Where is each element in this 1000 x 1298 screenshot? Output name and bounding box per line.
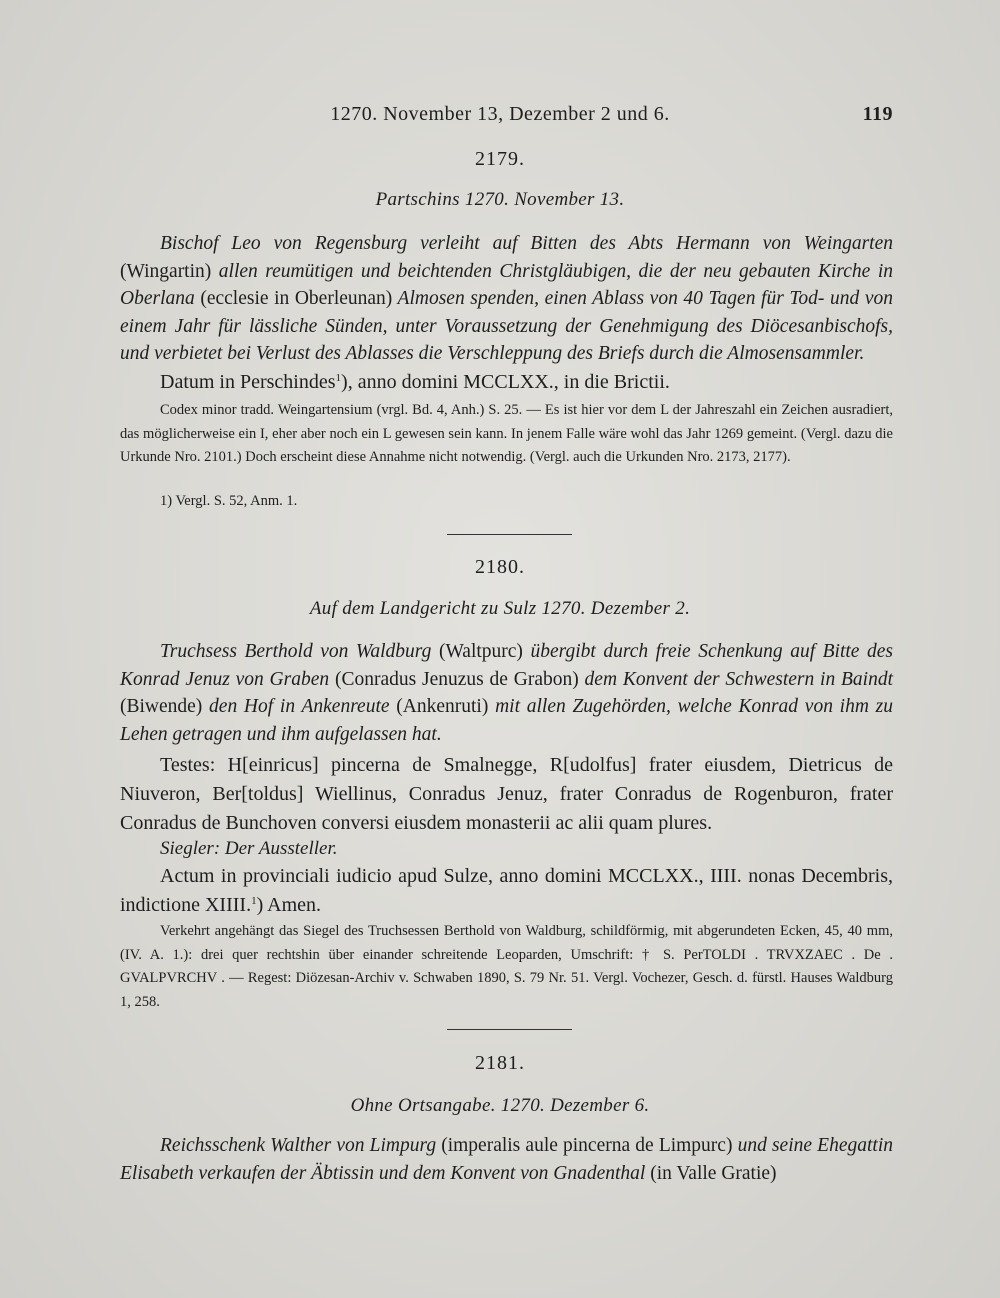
regest-latin-name: (ecclesie in Oberleunan): [200, 288, 393, 309]
dateline-2180: Auf dem Landgericht zu Sulz 1270. Dezember 2.: [309, 598, 691, 619]
regest-text: Bischof Leo von Regensburg verleiht auf Bitten des Abts Hermann von Weingarten: [160, 233, 893, 254]
regest-2179: [120, 230, 893, 368]
datum-text: Datum in Perschindes: [160, 371, 336, 393]
page-number: 119: [862, 103, 893, 125]
regest-latin-name: (Conradus Jenuzus de Grabon): [334, 668, 579, 690]
regest-latin-name: (Biwende): [120, 696, 203, 717]
document-number-2180: 2180.: [475, 556, 525, 578]
datum-line-2179: [120, 368, 893, 397]
regest-2181: [120, 1132, 893, 1187]
document-number-2181: 2181.: [475, 1052, 525, 1074]
regest-2180: [120, 638, 893, 748]
regest-text: Almosen spenden, einen Ablass von 40 Tagen für Tod- und von einem Jahr für lässliche Sünden, unter Voraussetzung der Genehmigung des Diöcesanbischofs, und verbietet bei Verlust des Ablasses die Verschleppung des Briefs durch die Almosensammler.: [120, 288, 893, 364]
separator-rule: [447, 1029, 572, 1030]
actum-text: Actum in provinciali iudicio apud Sulze, anno domini MCCLXX., IIII. nonas Decembris, indictione XIIII.: [120, 865, 893, 916]
regest-text: den Hof in Ankenreute: [202, 696, 397, 717]
actum-2180: [120, 862, 893, 920]
regest-text: dem Konvent der Schwestern in Baindt: [578, 668, 894, 690]
document-number-2179: 2179.: [475, 148, 525, 170]
dateline-2179: Partschins 1270. November 13.: [375, 189, 625, 210]
source-note-2179: Codex minor tradd. Weingartensium (vrgl. Bd. 4, Anh.) S. 25. — Es ist hier vor dem L der Jahreszahl ein Zeichen ausradiert, das möglicherweise ein I, eher aber noch ein L gewesen sein kann. In jenem Falle wäre wohl das Jahr 1269 gemeint. (Vergl. dazu die Urkunde Nro. 2101.) Doch erscheint diese Annahme nicht notwendig. (Vergl. auch die Urkunden Nro. 2173, 2177).: [120, 402, 893, 465]
regest-text: übergibt durch freie Schenkung auf Bitte des Konrad Jenuz von Graben: [120, 641, 893, 690]
regest-text: mit allen Zugehörden, welche Konrad von ihm zu Lehen getragen und ihm aufgelassen hat.: [120, 696, 893, 745]
regest-latin-name: (Wingartin): [120, 260, 212, 282]
actum-text: ) Amen.: [256, 894, 322, 916]
dateline-2181: Ohne Ortsangabe. 1270. Dezember 6.: [350, 1095, 650, 1116]
separator-rule: [447, 534, 572, 535]
regest-text: allen reumütigen und beichtenden Christgläubigen, die der neu gebauten Kirche in Oberlana: [120, 260, 893, 309]
regest-latin-name: (Waltpurc): [438, 641, 523, 662]
footnote-2179: 1) Vergl. S. 52, Anm. 1.: [160, 493, 298, 509]
regest-text: Truchsess Berthold von Waldburg: [160, 641, 439, 662]
siegler-2180: Siegler: Der Aussteller.: [160, 838, 338, 859]
regest-latin-name: (imperalis aule pincerna de Limpurc): [441, 1135, 733, 1156]
regest-latin-name: (in Valle Gratie): [650, 1162, 777, 1184]
regest-text: Reichsschenk Walther von Limpurg: [160, 1135, 442, 1156]
seal-note-2180: Verkehrt angehängt das Siegel des Truchsessen Berthold von Waldburg, schildförmig, mit abgerundeten Ecken, 45, 40 mm, (IV. A. 1.): drei quer rechtshin über einander schreitende Leoparden, Umschrift: † S. PerTOLDI . TRVXZAEC . De . GVALPVRCHV . — Regest: Diözesan-Archiv v. Schwaben 1890, S. 79 Nr. 51. Vergl. Vochezer, Gesch. d. fürstl. Hauses Waldburg 1, 258.: [120, 923, 893, 1010]
regest-latin-name: (Ankenruti): [396, 696, 489, 717]
testes-2180: Testes: H[einricus] pincerna de Smalnegge, R[udolfus] frater eiusdem, Dietricus de Niuveron, Ber[toldus] Wiellinus, Conradus Jenuz, frater Conradus de Rogenburon, frater Conradus de Bunchoven conversi eiusdem monasterii ac alii quam plures.: [120, 754, 893, 834]
footnote-marker: 1: [335, 372, 342, 384]
regest-text: und seine Ehegattin Elisabeth verkaufen der Äbtissin und dem Konvent von Gnadenthal: [120, 1135, 893, 1184]
footnote-marker: 1: [251, 895, 257, 907]
running-head-title: 1270. November 13, Dezember 2 und 6.: [330, 103, 670, 125]
datum-text: ), anno domini MCCLXX., in die Brictii.: [341, 371, 670, 393]
